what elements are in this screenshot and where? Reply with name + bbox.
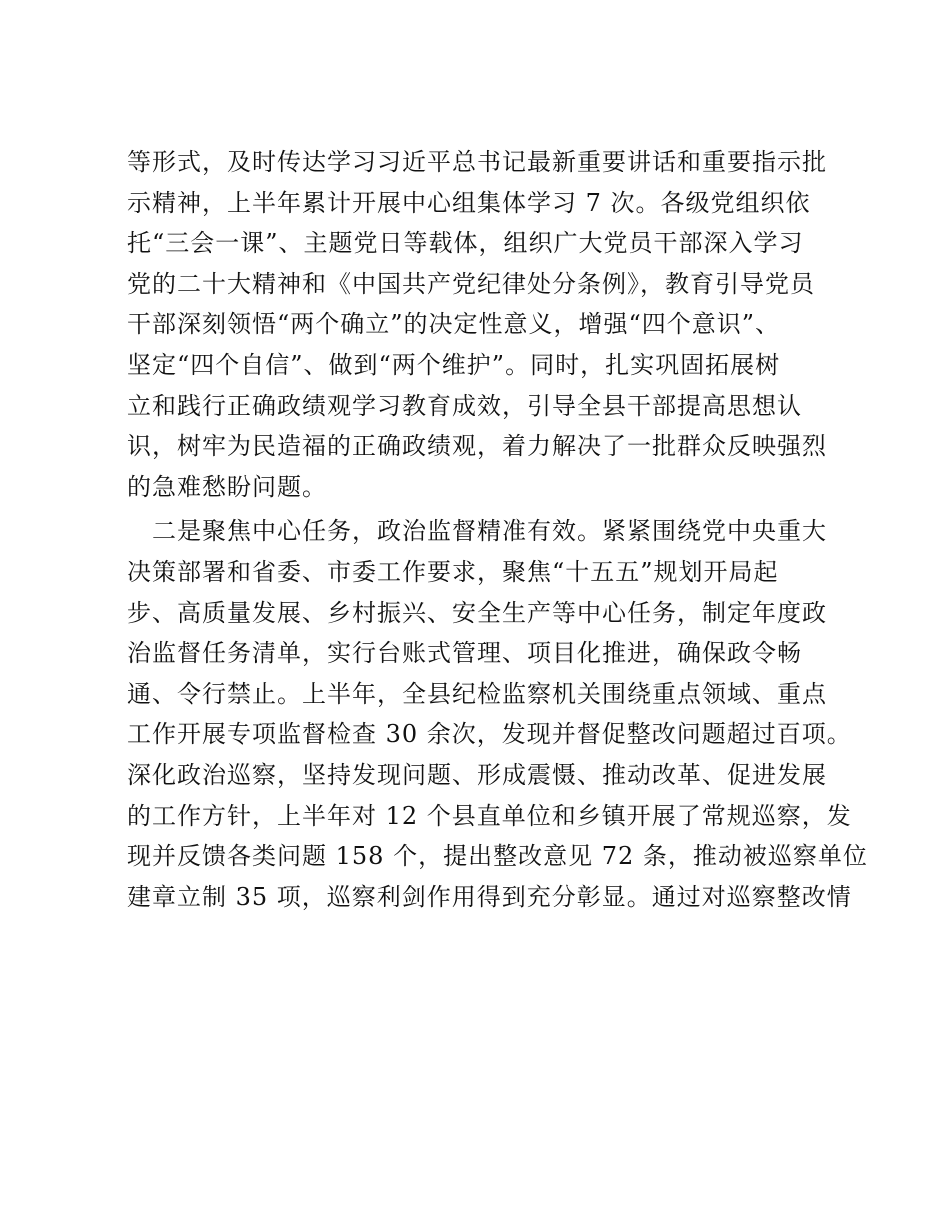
text-line: 托“三会一课”、主题党日等载体，组织广大党员干部深入学习 bbox=[127, 229, 804, 258]
text-line: 现并反馈各类问题 158 个，提出整改意见 72 条，推动被巡察单位 bbox=[127, 842, 868, 871]
text-line: 治监督任务清单，实行台账式管理、项目化推进，确保政令畅 bbox=[127, 639, 802, 668]
text-line: 识，树牢为民造福的正确政绩观，着力解决了一批群众反映强烈 bbox=[127, 432, 827, 461]
text-line: 通、令行禁止。上半年，全县纪检监察机关围绕重点领域、重点 bbox=[127, 679, 827, 708]
paragraph-2 bbox=[127, 511, 868, 917]
body-text bbox=[127, 142, 868, 917]
paragraph-1 bbox=[127, 142, 847, 507]
text-line: 建章立制 35 项，巡察利剑作用得到充分彰显。通过对巡察整改情 bbox=[127, 882, 852, 911]
text-line: 步、高质量发展、乡村振兴、安全生产等中心任务，制定年度政 bbox=[127, 598, 827, 627]
text-line: 的工作方针，上半年对 12 个县直单位和乡镇开展了常规巡察，发 bbox=[127, 801, 852, 830]
text-line: 干部深刻领悟“两个确立”的决定性意义，增强“四个意识”、 bbox=[127, 310, 781, 339]
text-line: 的急难愁盼问题。 bbox=[127, 472, 327, 501]
text-line: 深化政治巡察，坚持发现问题、形成震慑、推动改革、促进发展 bbox=[127, 760, 827, 789]
text-line: 示精神，上半年累计开展中心组集体学习 7 次。各级党组织依 bbox=[127, 188, 811, 217]
text-line: 等形式，及时传达学习习近平总书记最新重要讲话和重要指示批 bbox=[127, 148, 827, 176]
text-line: 二是聚焦中心任务，政治监督精准有效。紧紧围绕党中央重大 bbox=[127, 517, 827, 546]
text-line: 决策部署和省委、市委工作要求，聚焦“十五五”规划开局起 bbox=[127, 557, 779, 586]
text-line: 坚定“四个自信”、做到“两个维护”。同时，扎实巩固拓展树 bbox=[127, 350, 781, 379]
text-line: 党的二十大精神和《中国共产党纪律处分条例》，教育引导党员 bbox=[127, 269, 815, 298]
text-line: 立和践行正确政绩观学习教育成效，引导全县干部提高思想认 bbox=[127, 391, 802, 420]
text-line: 工作开展专项监督检查 30 余次，发现并督促整改问题超过百项。 bbox=[127, 720, 852, 749]
